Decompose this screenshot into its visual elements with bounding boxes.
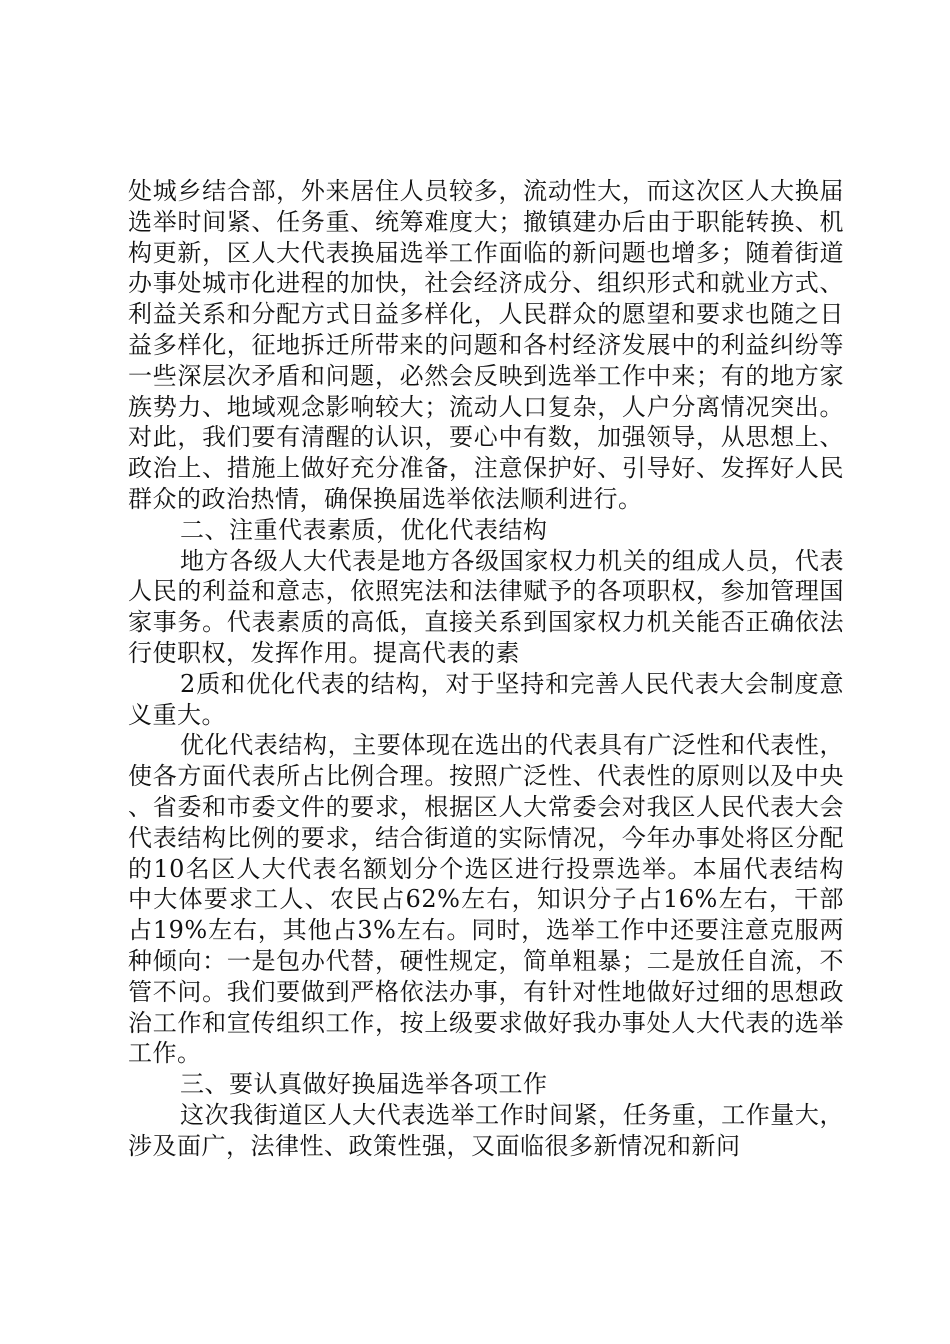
paragraph-delegate-quality: 地方各级人大代表是地方各级国家权力机关的组成人员，代表人民的利益和意志，依照宪法和法律赋予的各项职权，参加管理国家事务。代表素质的高低，直接关系到国家权力机关能否正确依法行使职权，发挥作用。提高代表的素 xyxy=(128,546,844,667)
paragraph-election-work: 这次我街道区人大代表选举工作时间紧，任务重，工作量大，涉及面广，法律性、政策性强，又面临很多新情况和新问 xyxy=(128,1100,844,1160)
paragraph-page-break-continuation: 2质和优化代表的结构，对于坚持和完善人民代表大会制度意义重大。 xyxy=(128,669,844,729)
paragraph-election-challenges: 处城乡结合部，外来居住人员较多，流动性大，而这次区人大换届选举时间紧、任务重、统筹难度大；撤镇建办后由于职能转换、机构更新，区人大代表换届选举工作面临的新问题也增多；随着街道办事处城市化进程的加快，社会经济成分、组织形式和就业方式、利益关系和分配方式日益多样化，人民群众的愿望和要求也随之日益多样化，征地拆迁所带来的问题和各村经济发展中的利益纠纷等一些深层次矛盾和问题，必然会反映到选举工作中来；有的地方家族势力、地域观念影响较大；流动人口复杂，人户分离情况突出。对此，我们要有清醒的认识，要心中有数，加强领导，从思想上、政治上、措施上做好充分准备，注意保护好、引导好、发挥好人民群众的政治热情，确保换届选举依法顺利进行。 xyxy=(128,177,844,513)
paragraph-delegate-structure: 优化代表结构，主要体现在选出的代表具有广泛性和代表性，使各方面代表所占比例合理。按照广泛性、代表性的原则以及中央、省委和市委文件的要求，根据区人大常委会对我区人民代表大会代表结构比例的要求，结合街道的实际情况，今年办事处将区分配的10名区人大代表名额划分个选区进行投票选举。本届代表结构中大体要求工人、农民占62%左右，知识分子占16%左右，干部占19%左右，其他占3%左右。同时，选举工作中还要注意克服两种倾向：一是包办代替，硬性规定，简单粗暴；二是放任自流，不管不问。我们要做到严格依法办事，有针对性地做好过细的思想政治工作和宣传组织工作，按上级要求做好我办事处人大代表的选举工作。 xyxy=(128,731,844,1068)
section-heading-2: 二、注重代表素质，优化代表结构 xyxy=(180,515,548,544)
document-body xyxy=(128,176,844,1162)
section-heading-3: 三、要认真做好换届选举各项工作 xyxy=(180,1070,548,1099)
